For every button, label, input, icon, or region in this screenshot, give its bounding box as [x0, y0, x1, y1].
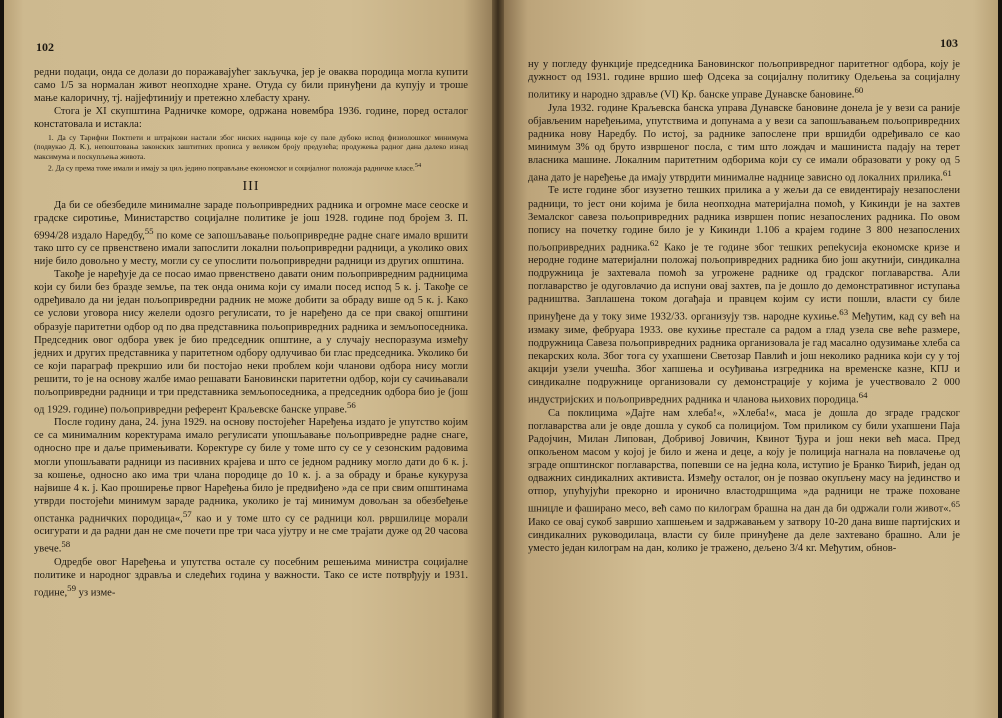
page-body [528, 58, 960, 555]
paragraph: Са поклицима »Дајте нам хлеба!«, »Хлеба!«, маса је дошла до зграде градског поглаварства али је овде дошла у сукоб са полицијом. Том приликом су били ухапшени Паја Радојчин, Милан Липован, Добривој Јовичин, Квинот Ђура и још неки већ маса. Пред опкољеном масом у којој је било и жена и деце, а коју је полиција нагнала на повлачење од зграде општинског поглаварства, попевши се на једна кола, иступио је Бранко Ћирић, један од одважних синдикалних активиста. Између осталог, он је позвао окупљену масу на јединство и отпор, упућујући прекорно и иронично властодршцима »да радници не траже поховане шницле и фаширано месо, већ само по килограм брашна на дан да би одржали голи живот«.$^{65}$ Иако се овај сукоб завршио хапшењем и задржавањем у затвору 10-20 дана више партијских и синдикалних руководилаца, власти су биле принуђене да деле захтевано брашно. Али је уместо један килограм на дан, колико је тражено, дељено 3/4 кг. Међутим, обнов- [528, 407, 960, 554]
footnote-ref: 54 [414, 161, 422, 169]
left-page [4, 0, 498, 718]
footnote-ref: 63 [839, 307, 849, 318]
resolution-item: 2. Да су према томе имали и имају за циљ једино поправљање економског и социјалног положаја радничке класе.$^{54}$ [48, 161, 422, 173]
paragraph: редни подаци, онда се долази до поражавајућег закључка, јер је оваква породица могла купити само 1/5 за нормалан живот неопходне хране. Отуда су били принуђени да купују и троше мање калоричну, тј. најјефтинију и претежно хлебасту храну. [34, 67, 468, 105]
footnote-ref: 61 [942, 167, 952, 178]
footnote-ref: 57 [182, 508, 192, 519]
footnote-ref: 60 [854, 85, 864, 96]
paragraph: Јула 1932. године Краљевска банска управа Дунавске бановине донела је у вези са раније објављеним наређењима, упутствима и допунама а у вези са запошљавањем пољопривредних радника нову Наредбу. По истој, за раднике запослене при вршидби одређивало се као минимум 3% од бруто извршеног посла, с тим што лождач и машиниста падају на терет власника машине. Локалним паритетним одборима који су се имали образовати у року од 5 дана дато је наређење да имају утврдити минималне наднице зависно од локалних прилика.$^{61}$ [528, 102, 960, 184]
footnote-ref: 58 [61, 539, 71, 550]
right-page [498, 0, 998, 718]
paragraph: Те исте године због изузетно тешких прилика а у жељи да се евидентирају незапослени радници, то јест они којима је била неопходна материјална помоћ, у Кикинди је на захтев Земалског савеза пољопривредних радника извршен попис незапослених радника. По овом попису на почетку године било је у Кикинди 1.106 а крајем године 3 800 незапослених пољопривредних радника.$^{62}$ Како је те године због тешких репеkусија економске кризе и неродне године материјални положај пољопривредних радника био још акутнији, синдикална подружница је захтевала помоћ за угрожене раднике од градског поглаварства. Али поглаварство је одуговлачио да испуни овај захтев, па је дошло до демонстративног иступања радништва. Заплашена током догађаја и правцем којим су исти пошли, власти су биле принуђене да у току зиме 1932/33. организују тзв. народне кухиње.$^{63}$ Међутим, кад су већ на измаку зиме, фебруара 1933. ове кухиње престале са радом а глад узела све већe размере, подружница Савеза пољопривредних радника организовала је гад масално одузимање хлеба са пекарских кола. Због тога су ухапшени Светозар Павлић и још неколико радника који су у тој акцији узели учешћа. Због хапшења и осуђивања изгредника на временске казне, КПЈ и синдикалне подружнице организовали су демонстрације у којима је учествовало 2 000 индустријских и пољопривредних радника и чланова њихових породица.$^{64}$ [528, 185, 960, 406]
paragraph: Такође је наређује да се посао имао првенствено давати оним пољопривредним радницима који су били без браздe земље, па тек онда онима који су имали посед испод 5 к. ј. Такође се одређивало да ни један пољопривредни радник не може добити за обраду више од 5 к. ј. Како се услови уговора нису желели одозго регулисати, то је наређено да се при свакој општини образује паритетни одбор од по два представника пољопривредних радника и земљопоседника. Председник овог одбора увек је био председник општине, а у случају неспоразума између једних и других представника у паритетном одбору одлучивао би глас председника. Уколико би се који параграф прекршио или би постојао неки проблем који чланови одбора нису могли решити, то је на основу жалбе имао решавати Бановински паритетни одбор, који су сачињавали пољопривредни радници и три представника земљопоседника, а председник одбора био је (још од 1929. године) пољопривредни референт Краљевске банске управе.$^{56}$ [34, 269, 468, 416]
section-heading: III [242, 178, 260, 194]
footnote-ref: 56 [346, 399, 356, 410]
paragraph: Стога је XI скупштина Радничке коморе, одржана новембра 1936. године, поред осталог констатовала и истакла: [34, 106, 468, 131]
page-body [34, 66, 468, 600]
page-number: 102 [36, 40, 54, 54]
paragraph: Одредбе овог Наређења и упутства остале су посебним решењима министра социјалне политике и народног здравља и следећих година у важности. Тако се исте потврђују и 1931. године,$^{59}$ уз изме- [34, 556, 468, 599]
footnote-ref: 55 [144, 225, 154, 236]
footnote-ref: 65 [951, 499, 960, 510]
page-number: 103 [940, 36, 958, 50]
book-gutter [492, 0, 504, 718]
footnote-ref: 64 [858, 390, 868, 401]
resolution-item: 1. Да су Тарифни Поктпети и штрајкови настали због ниских надница које су пале дубоко испод физиолошког минимума (подвукао Д. К.), непоштовања законских заштитних прописа у великом броју предузећа; продужења радног дана далеко изнад максимума и поскупљења живота. [34, 133, 468, 161]
quoted-resolutions [34, 133, 468, 172]
footnote-ref: 59 [67, 583, 76, 594]
paragraph: ну у погледу функције председника Бановинског пољопривредног паритетног одбора, коју је дужност од 1931. године вршио шеф Одсека за социјалну политику Одељења за социјалну политику и народно здравље (VI) Кр. банске управе Дунавске бановине.$^{60}$ [528, 59, 960, 101]
paragraph: Да би се обезбедиле минималне зараде пољопривредних радника и огромне масе сеоске и градске сиротиње, Министарство социјалне политике је још 1928. године под бројем З. П. 6994/28 издало Наредбу,$^{55}$ по коме се запошљавање пољопривредне радне снаге имало вршити тако што су се првенствено имали запослити локални пољопривредни радници, а уколико ових није било довољно у месту, могли су се упослити пољопривредни радници из других општина. [34, 199, 468, 268]
paragraph: После годину дана, 24. јуна 1929. на основу постојећег Наређења издато је упутство којим се са минималним коректурама имало регулисати упошљавање пољопривредне радне снаге, односно пре и даље примењивати. Коректуре су биле у томе што су се у сезонским радовима могли упошљавати радници из пасивних крајева и што се једном раднику могло дати до 6 к. ј. за кошење, односно ако има три члана породице до 10 к. ј. а за обраду и брање кукуруза највише 4 к. ј. Као проширење првог Наређења било је предвиђено »да се при свим општинама утврди постојећи минимум зараде радника, уколико је тај минимум довољан за обезбеђење опстанка радничких породица«,$^{57}$ као и у томе што су се радници кол. рвршилице морали осигурати и да радни дан не сме почети пре три часа ујутру и не сме трајати дуже од 20 часова увече.$^{58}$ [34, 417, 468, 555]
footnote-ref: 62 [649, 237, 659, 248]
